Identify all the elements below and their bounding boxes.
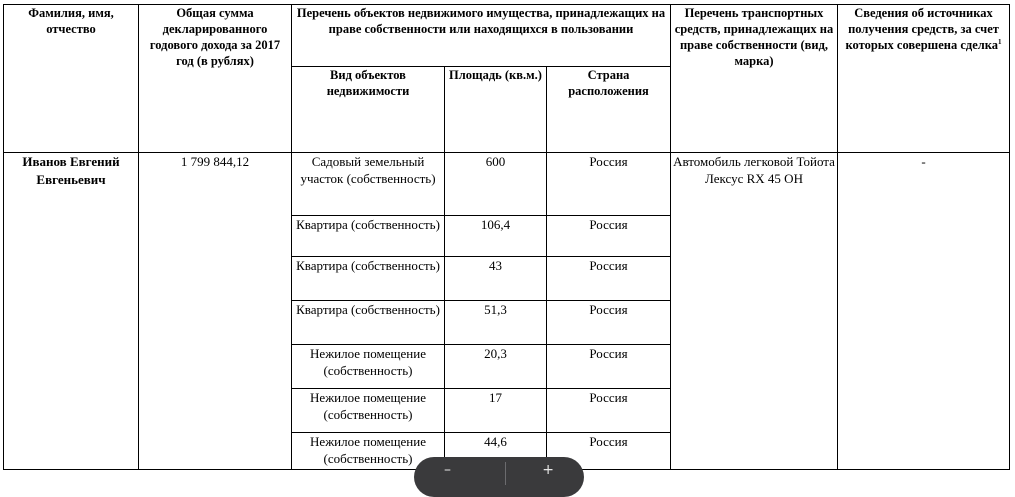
control-divider xyxy=(505,462,506,485)
viewer-control-bar[interactable] xyxy=(414,457,584,497)
property-area: 44,6 xyxy=(445,433,547,470)
property-area: 17 xyxy=(445,389,547,433)
property-country: Россия xyxy=(547,257,671,301)
header-income: Общая сумма декларированного годового дохода за 2017 год (в рублях) xyxy=(139,5,292,153)
header-sources xyxy=(838,5,1010,153)
property-country: Россия xyxy=(547,389,671,433)
person-name: Иванов Евгений Евгеньевич xyxy=(4,153,139,470)
property-type: Квартира (собственность) xyxy=(292,257,445,301)
person-transport: Автомобиль легковой Тойота Лексус RX 45 OH xyxy=(671,153,838,470)
property-country: Россия xyxy=(547,216,671,257)
property-area: 20,3 xyxy=(445,345,547,389)
property-type: Квартира (собственность) xyxy=(292,301,445,345)
footnote-marker: 1 xyxy=(998,37,1002,46)
header-name: Фамилия, имя, отчество xyxy=(4,5,139,153)
property-area: 600 xyxy=(445,153,547,216)
property-type: Нежилое помещение (собственность) xyxy=(292,433,445,470)
header-realty-group: Перечень объектов недвижимого имущества, принадлежащих на праве собственности или находящихся в пользовании xyxy=(292,5,671,67)
property-area: 43 xyxy=(445,257,547,301)
plus-icon[interactable]: + xyxy=(542,462,554,478)
header-row-1 xyxy=(4,5,1010,67)
property-country: Россия xyxy=(547,345,671,389)
declaration-table xyxy=(3,4,1010,470)
header-transport: Перечень транспортных средств, принадлежащих на праве собственности (вид, марка) xyxy=(671,5,838,153)
person-sources: - xyxy=(838,153,1010,470)
property-type: Нежилое помещение (собственность) xyxy=(292,345,445,389)
property-country: Россия xyxy=(547,301,671,345)
property-country: Россия xyxy=(547,433,671,470)
property-country: Россия xyxy=(547,153,671,216)
minus-icon[interactable]: – xyxy=(444,462,451,478)
property-type: Квартира (собственность) xyxy=(292,216,445,257)
person-income: 1 799 844,12 xyxy=(139,153,292,470)
header-realty-country: Страна расположения xyxy=(547,67,671,153)
table-row xyxy=(4,153,1010,216)
property-area: 51,3 xyxy=(445,301,547,345)
header-realty-area: Площадь (кв.м.) xyxy=(445,67,547,153)
header-realty-type: Вид объектов недвижимости xyxy=(292,67,445,153)
property-type: Садовый земельный участок (собственность) xyxy=(292,153,445,216)
property-area: 106,4 xyxy=(445,216,547,257)
property-type: Нежилое помещение (собственность) xyxy=(292,389,445,433)
header-sources-text: Сведения об источниках получения средств, за счет которых совершена сделка xyxy=(845,6,999,52)
table-body xyxy=(4,153,1010,470)
